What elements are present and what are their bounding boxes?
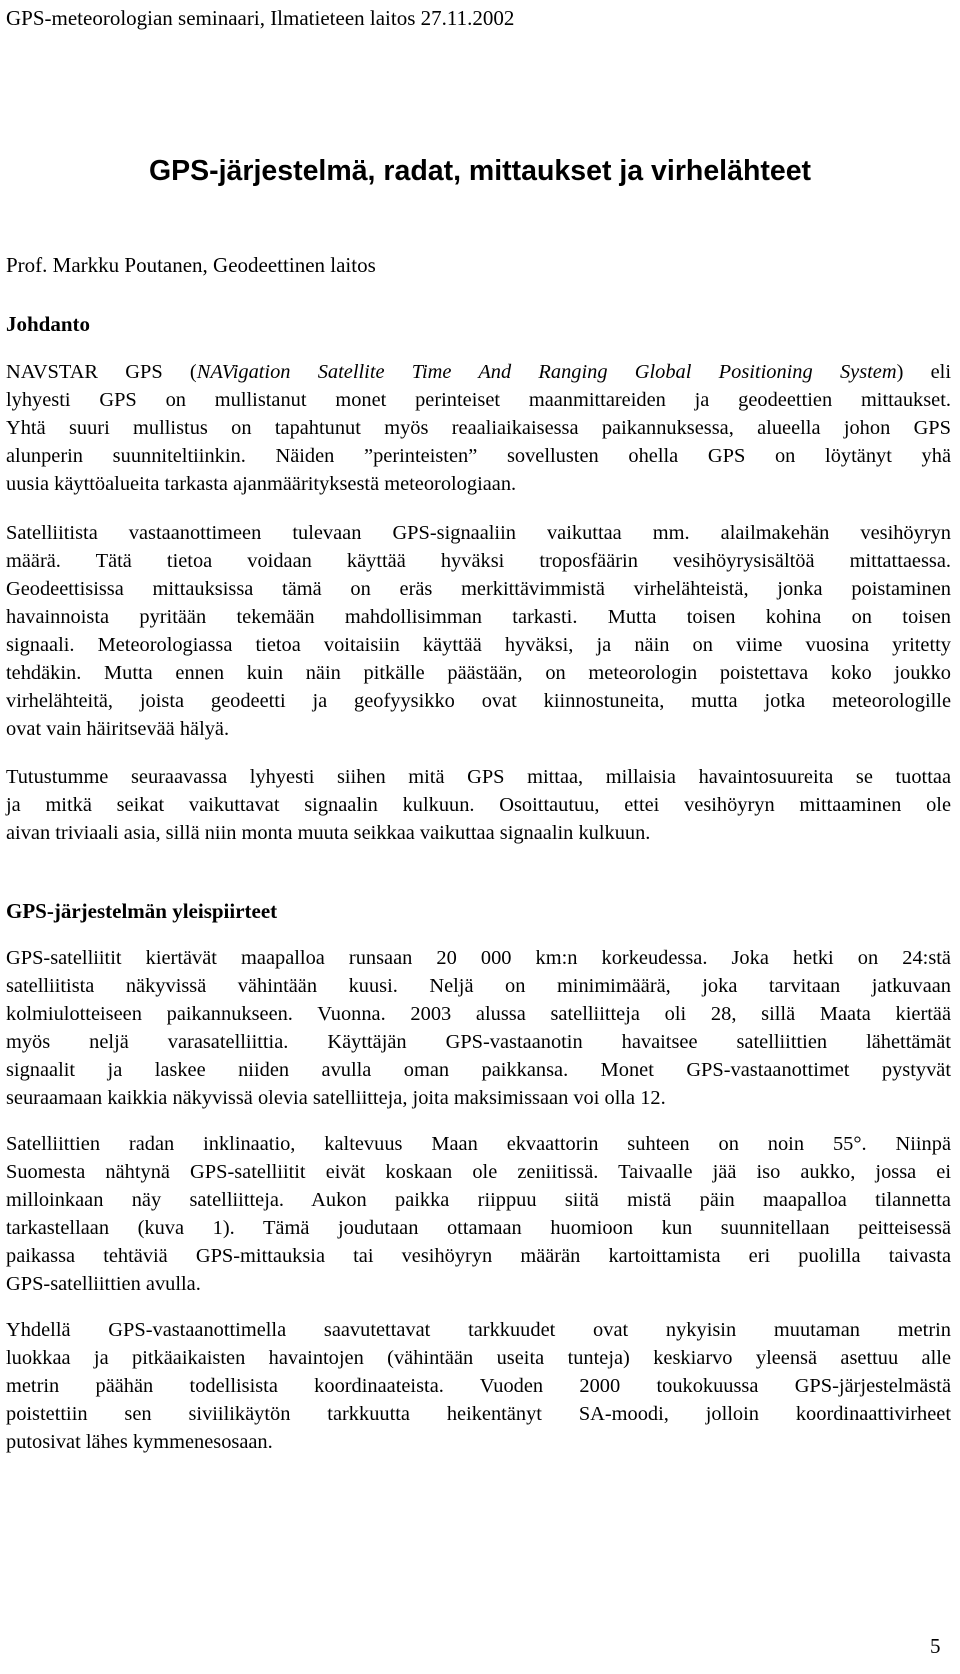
text-line: Tutustumme seuraavassa lyhyesti siihen mitä GPS mittaa, millaisia havaintosuureita se tuottaa: [6, 766, 951, 788]
text-line: ovat vain häiritsevää hälyä.: [6, 718, 230, 740]
text-line: poistettiin sen siviilikäytön tarkkuutta heikentänyt SA-moodi, jolloin koordinaattivirheet: [6, 1403, 951, 1425]
running-header: GPS-meteorologian seminaari, Ilmatieteen laitos 27.11.2002: [6, 6, 515, 30]
text-line: aivan triviaali asia, sillä niin monta muuta seikkaa vaikuttaa signaalin kulkuun.: [6, 822, 651, 844]
section-heading-johdanto: Johdanto: [6, 312, 91, 336]
text-line: kolmiulotteiseen paikannukseen. Vuonna. 2003 alussa satelliitteja oli 28, sillä Maata kiertää: [6, 1003, 951, 1025]
text-line: tehdäkin. Mutta ennen kuin näin pitkälle päästään, on meteorologin poistettava koko joukko: [6, 662, 951, 684]
text-line: milloinkaan näy satelliitteja. Aukon paikka riippuu siitä mistä päin maapalloa tilannetta: [6, 1189, 951, 1211]
paragraph-water-vapour: [6, 519, 951, 743]
text-line: NAVSTAR GPS (NAVigation Satellite Time And Ranging Global Positioning System) eli: [6, 361, 951, 383]
text-line: satelliitista näkyvissä vähintään kuusi. Neljä on minimimäärä, joka tarvitaan jatkuvaan: [6, 975, 951, 997]
text-line: Yhdellä GPS-vastaanottimella saavutettavat tarkkuudet ovat nykyisin muutaman metrin: [6, 1319, 951, 1341]
text-line: seuraamaan kaikkia näkyvissä olevia satelliitteja, joita maksimissaan voi olla 12.: [6, 1087, 666, 1109]
text-line: GPS-satelliitit kiertävät maapalloa runsaan 20 000 km:n korkeudessa. Joka hetki on 24:stä: [6, 947, 951, 969]
text-line: myös neljä varasatelliittia. Käyttäjän GPS-vastaanotin havaitsee satelliittien lähettämät: [6, 1031, 951, 1053]
text-line: ja mitkä seikat vaikuttavat signaalin kulkuun. Osoittautuu, ettei vesihöyryn mittaaminen ole: [6, 794, 951, 816]
text-line: Satelliitista vastaanottimeen tulevaan GPS-signaaliin vaikuttaa mm. alailmakehän vesihöyryn: [6, 522, 951, 544]
text-line: virhelähteitä, joista geodeetti ja geofyysikko ovat kiinnostuneita, mutta jotka meteorologille: [6, 690, 951, 712]
paragraph-inclination: [6, 1130, 951, 1298]
author-line: Prof. Markku Poutanen, Geodeettinen laitos: [6, 253, 376, 277]
text-line: Yhtä suuri mullistus on tapahtunut myös reaaliaikaisessa paikannuksessa, alueella johon GPS: [6, 417, 951, 439]
text-line: Satelliittien radan inklinaatio, kaltevuus Maan ekvaattorin suhteen on noin 55°. Niinpä: [6, 1133, 951, 1155]
document-title: GPS-järjestelmä, radat, mittaukset ja virhelähteet: [148, 155, 812, 187]
page-number: 5: [930, 1634, 941, 1658]
text-line: metrin päähän todellisista koordinaateista. Vuoden 2000 toukokuussa GPS-järjestelmästä: [6, 1375, 951, 1397]
text-line: Geodeettisissa mittauksissa tämä on eräs merkittävimmistä virhelähteistä, jonka poistaminen: [6, 578, 951, 600]
section-heading-yleispiirteet: GPS-järjestelmän yleispiirteet: [6, 899, 278, 923]
text-line: luokkaa ja pitkäaikaisten havaintojen (vähintään useita tunteja) keskiarvo yleensä asettuu alle: [6, 1347, 951, 1369]
text-line: määrä. Tätä tietoa voidaan käyttää hyväksi troposfäärin vesihöyrysisältöä mittattaessa.: [6, 550, 951, 572]
text-line: uusia käyttöalueita tarkasta ajanmäärityksestä meteorologiaan.: [6, 473, 517, 495]
text-line: Suomesta nähtynä GPS-satelliitit eivät koskaan ole zeniitissä. Taivaalle jää iso aukko, jossa ei: [6, 1161, 951, 1183]
paragraph-accuracy: [6, 1316, 951, 1456]
paragraph-satellites: [6, 944, 951, 1112]
text-line: signaali. Meteorologiassa tietoa voitaisiin käyttää hyväksi, ja näin on viime vuosina yritetty: [6, 634, 951, 656]
text-line: putosivat lähes kymmenesosaan.: [6, 1431, 273, 1453]
paragraph-overview: [6, 763, 951, 847]
text-line: tarkastellaan (kuva 1). Tämä joudutaan ottamaan huomioon kun suunnitellaan peitteisessä: [6, 1217, 951, 1239]
text-line: lyhyesti GPS on mullistanut monet perinteiset maanmittareiden ja geodeettien mittaukset.: [6, 389, 951, 411]
text-line: paikassa tehtäviä GPS-mittauksia tai vesihöyryn määrän kartoittamista eri puolilla taivasta: [6, 1245, 951, 1267]
text-line: signaalit ja laskee niiden avulla oman paikkansa. Monet GPS-vastaanottimet pystyvät: [6, 1059, 951, 1081]
text-line: GPS-satelliittien avulla.: [6, 1273, 201, 1295]
text-line: havainnoista pyritään tekemään mahdollisimman tarkasti. Mutta toisen kohina on toisen: [6, 606, 951, 628]
paragraph-intro: [6, 358, 951, 498]
text-line: alunperin suunniteltiinkin. Näiden ”perinteisten” sovellusten ohella GPS on löytänyt yhä: [6, 445, 951, 467]
